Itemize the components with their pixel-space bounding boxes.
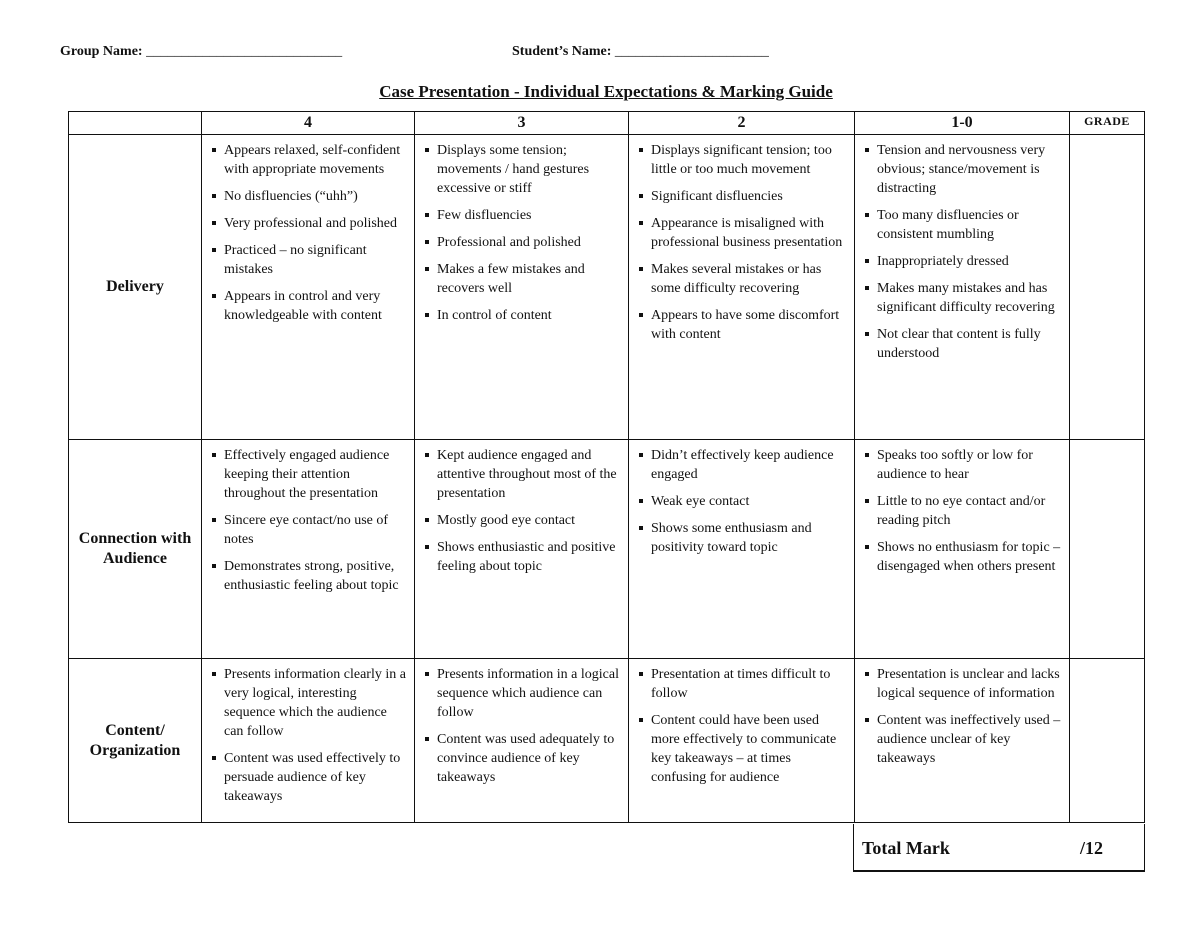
descriptor-item: Appears in control and very knowledgeable with content [210,287,408,325]
descriptor-item: Little to no eye contact and/or reading pitch [863,492,1063,530]
descriptor-list [210,665,408,806]
descriptor-item: Content could have been used more effectively to communicate key takeaways – at times confusing for audience [637,711,848,787]
descriptor-item: Presents information clearly in a very logical, interesting sequence which the audience can follow [210,665,408,741]
descriptor-item: No disfluencies (“uhh”) [210,187,408,206]
rubric-cell [855,135,1070,440]
descriptor-item: Practiced – no significant mistakes [210,241,408,279]
total-mark-out-of: /12 [1080,838,1104,858]
descriptor-list [423,141,622,325]
grade-header: GRADE [1070,112,1145,135]
descriptor-item: Few disfluencies [423,206,622,225]
criterion-label: Connection with Audience [69,440,202,659]
descriptor-list [423,446,622,576]
descriptor-item: In control of content [423,306,622,325]
student-name-field[interactable] [512,44,769,60]
group-name-field[interactable] [60,44,342,60]
descriptor-item: Speaks too softly or low for audience to hear [863,446,1063,484]
grade-cell[interactable] [1070,659,1145,823]
descriptor-item: Makes a few mistakes and recovers well [423,260,622,298]
rubric-cell [855,440,1070,659]
grade-cell[interactable] [1070,135,1145,440]
rubric-cell [629,135,855,440]
descriptor-item: Appears to have some discomfort with content [637,306,848,344]
rubric-cell [415,659,629,823]
descriptor-item: Kept audience engaged and attentive throughout most of the presentation [423,446,622,503]
descriptor-item: Weak eye contact [637,492,848,511]
rubric-cell [415,440,629,659]
descriptor-item: Content was used adequately to convince audience of key takeaways [423,730,622,787]
descriptor-list [863,665,1063,768]
score-header: 4 [202,112,415,135]
descriptor-item: Appears relaxed, self-confident with appropriate movements [210,141,408,179]
rubric-cell [202,440,415,659]
descriptor-item: Inappropriately dressed [863,252,1063,271]
descriptor-list [637,665,848,787]
descriptor-list [423,665,622,787]
descriptor-item: Significant disfluencies [637,187,848,206]
descriptor-item: Displays significant tension; too little or too much movement [637,141,848,179]
descriptor-item: Presentation is unclear and lacks logical sequence of information [863,665,1063,703]
rubric-cell [629,440,855,659]
descriptor-item: Not clear that content is fully understood [863,325,1063,363]
total-mark-label: Total Mark [862,838,950,858]
page-title: Case Presentation - Individual Expectations & Marking Guide [379,82,833,101]
descriptor-item: Tension and nervousness very obvious; stance/movement is distracting [863,141,1063,198]
descriptor-list [210,141,408,325]
student-name-label: Student’s Name: [512,44,612,59]
group-name-label: Group Name: [60,44,143,59]
marking-rubric-table [68,111,1145,823]
score-header: 1-0 [855,112,1070,135]
descriptor-item: Too many disfluencies or consistent mumbling [863,206,1063,244]
descriptor-list [863,141,1063,363]
descriptor-item: Makes several mistakes or has some difficulty recovering [637,260,848,298]
descriptor-item: Effectively engaged audience keeping their attention throughout the presentation [210,446,408,503]
criterion-header [69,112,202,135]
descriptor-list [863,446,1063,576]
rubric-cell [415,135,629,440]
grade-cell[interactable] [1070,440,1145,659]
criterion-label: Content/ Organization [69,659,202,823]
descriptor-item: Displays some tension; movements / hand gestures excessive or stiff [423,141,622,198]
rubric-cell [202,135,415,440]
score-header: 3 [415,112,629,135]
descriptor-item: Shows no enthusiasm for topic – disengaged when others present [863,538,1063,576]
descriptor-item: Sincere eye contact/no use of notes [210,511,408,549]
descriptor-item: Content was ineffectively used – audience unclear of key takeaways [863,711,1063,768]
descriptor-item: Professional and polished [423,233,622,252]
descriptor-list [637,446,848,557]
descriptor-item: Appearance is misaligned with professional business presentation [637,214,848,252]
rubric-cell [855,659,1070,823]
descriptor-item: Demonstrates strong, positive, enthusiastic feeling about topic [210,557,408,595]
total-mark-box[interactable] [853,824,1145,872]
rubric-cell [629,659,855,823]
descriptor-item: Didn’t effectively keep audience engaged [637,446,848,484]
criterion-label: Delivery [69,135,202,440]
rubric-row-delivery [69,135,1145,440]
score-header-row [69,112,1145,135]
descriptor-list [210,446,408,595]
descriptor-item: Makes many mistakes and has significant difficulty recovering [863,279,1063,317]
rubric-row-connection [69,440,1145,659]
group-name-blank[interactable]: ____________________________ [146,44,343,59]
descriptor-item: Presents information in a logical sequence which audience can follow [423,665,622,722]
descriptor-item: Mostly good eye contact [423,511,622,530]
rubric-cell [202,659,415,823]
descriptor-item: Very professional and polished [210,214,408,233]
descriptor-item: Shows some enthusiasm and positivity toward topic [637,519,848,557]
score-header: 2 [629,112,855,135]
student-name-blank[interactable]: ______________________ [614,44,769,59]
descriptor-item: Content was used effectively to persuade audience of key takeaways [210,749,408,806]
descriptor-list [637,141,848,344]
descriptor-item: Shows enthusiastic and positive feeling about topic [423,538,622,576]
descriptor-item: Presentation at times difficult to follow [637,665,848,703]
rubric-row-content [69,659,1145,823]
